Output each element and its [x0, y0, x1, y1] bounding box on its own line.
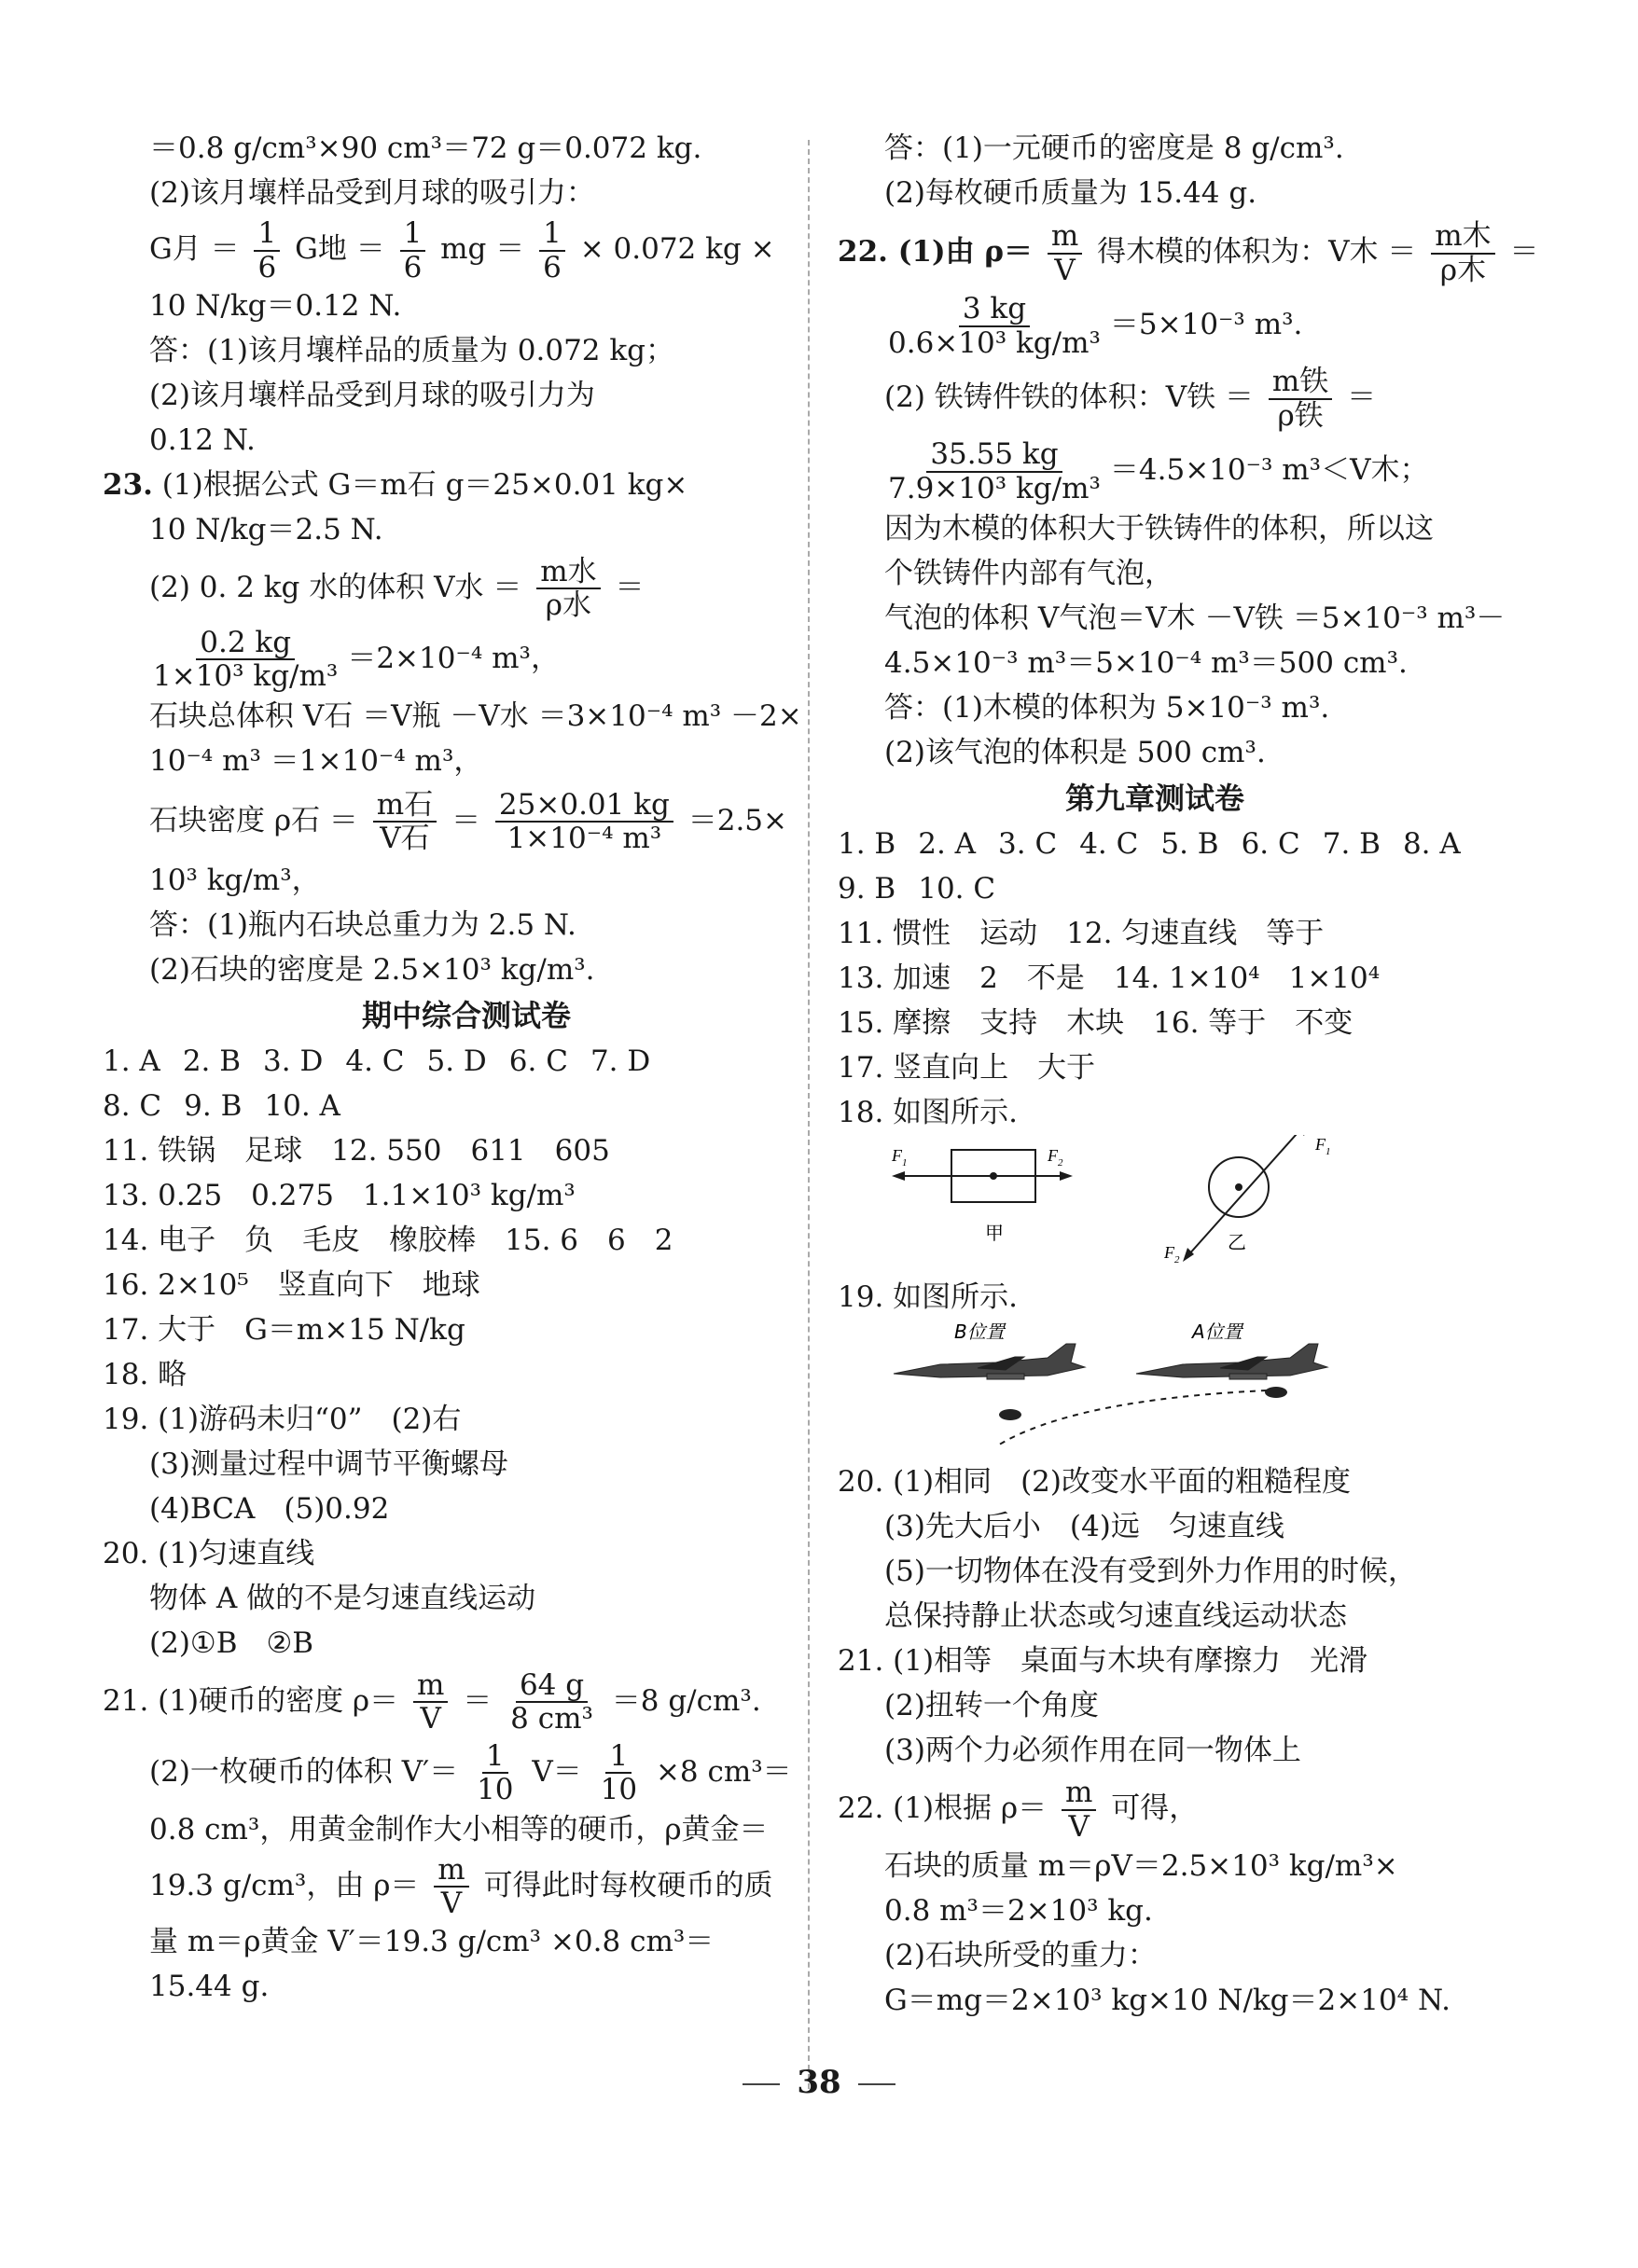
mc-answers-row	[838, 866, 1472, 911]
answer: 10. C	[918, 872, 996, 906]
arrow-left-icon	[892, 1171, 905, 1181]
dash	[743, 2083, 780, 2085]
numerator: 64 g	[516, 1669, 588, 1703]
answer: 8. C	[103, 1088, 162, 1123]
left-column	[103, 126, 802, 2009]
denominator: 6	[257, 250, 277, 284]
text: V＝	[532, 1754, 582, 1789]
denominator: 8 cm³	[510, 1702, 593, 1736]
numerator: 1	[539, 217, 565, 251]
numerator: m木	[1431, 220, 1494, 254]
arrow-up-right-icon	[1298, 1135, 1309, 1136]
answer-line: (4)BCA (5)0.92	[149, 1491, 390, 1526]
fraction	[254, 217, 280, 283]
denominator: 1×10³ kg/m³	[153, 659, 339, 694]
text: 22. (1)根据 ρ＝	[838, 1791, 1048, 1825]
text: ＝2.5×	[687, 803, 787, 837]
fraction	[373, 789, 437, 854]
fraction	[597, 1740, 641, 1805]
text: ＝	[615, 570, 645, 604]
fraction	[495, 789, 673, 854]
text-line: 量 m＝ρ黄金 V′＝19.3 g/cm³ ×0.8 cm³＝	[149, 1925, 715, 1959]
formula-line	[149, 215, 784, 284]
arrow-right-icon	[1060, 1171, 1073, 1181]
numerator: m	[434, 1854, 468, 1888]
fraction	[473, 1740, 517, 1805]
section-title-chapter9: 第九章测试卷	[1064, 781, 1244, 816]
denominator: 0.6×10³ kg/m³	[888, 325, 1101, 360]
numerator: m石	[373, 789, 437, 823]
denominator: V	[1068, 1809, 1090, 1844]
numerator: 1	[605, 1740, 632, 1774]
text: (1)根据公式 G＝m石 g＝25×0.01 kg×	[161, 467, 688, 502]
answer-line: (3)先大后小 (4)远 匀速直线	[884, 1510, 1284, 1543]
text-line: 10 N/kg＝0.12 N.	[149, 288, 402, 323]
formula-line	[103, 1666, 784, 1736]
answer-line: 物体 A 做的不是匀速直线运动	[149, 1581, 536, 1615]
denominator: V	[440, 1887, 463, 1921]
answer: 2. B	[182, 1044, 242, 1078]
answer-line: (2)石块所受的重力：	[884, 1939, 1157, 1972]
numerator: 25×0.01 kg	[495, 789, 673, 823]
object-falling	[999, 1409, 1021, 1420]
text: (2) 铁铸件铁的体积：V铁 ＝	[884, 380, 1255, 414]
answer: 7. B	[1322, 827, 1381, 861]
answer: 6. C	[1241, 827, 1300, 861]
answer-line: (2)①B ②B	[149, 1625, 314, 1660]
plane-diagram	[884, 1316, 1444, 1456]
text-line: 答：(1)该月壤样品的质量为 0.072 kg；	[149, 333, 674, 367]
text: ＝	[1509, 235, 1539, 269]
numerator: 1	[400, 217, 426, 251]
label-position-b: B位置	[954, 1321, 1005, 1343]
plane-b-icon	[894, 1344, 1085, 1379]
answer: 5. D	[426, 1044, 487, 1078]
fraction	[1431, 220, 1494, 285]
text: 可得，	[1111, 1791, 1199, 1825]
text: ＝5×10⁻³ m³.	[1109, 308, 1303, 341]
numerator: m铁	[1269, 366, 1332, 399]
answer: 6. C	[508, 1044, 568, 1078]
answer: 4. C	[345, 1044, 405, 1078]
answer-line: 石块的质量 m＝ρV＝2.5×10³ kg/m³×	[884, 1849, 1398, 1883]
text-line: (2)石块的密度是 2.5×10³ kg/m³.	[149, 952, 595, 987]
fraction	[434, 1854, 468, 1919]
text-line: 0.12 N.	[149, 422, 256, 457]
answer-line: G＝mg＝2×10³ kg×10 N/kg＝2×10⁴ N.	[884, 1984, 1451, 2017]
denominator: 7.9×10³ kg/m³	[888, 471, 1101, 505]
text-line: 4.5×10⁻³ m³＝5×10⁻⁴ m³＝500 cm³.	[884, 646, 1408, 680]
fraction	[539, 217, 565, 283]
denominator: V石	[380, 822, 430, 856]
text-line: ＝0.8 g/cm³×90 cm³＝72 g＝0.072 kg.	[149, 131, 702, 165]
text-line: 15.44 g.	[149, 1970, 270, 2004]
answer-line: 18. 略	[103, 1357, 187, 1391]
answer-line: 11. 铁锅 足球 12. 550 611 605	[103, 1133, 610, 1168]
formula-line	[838, 215, 1539, 288]
numerator: m	[1048, 220, 1082, 254]
text: 石块密度 ρ石 ＝	[149, 803, 358, 837]
text-line: 10 N/kg＝2.5 N.	[149, 512, 383, 546]
denominator: 6	[403, 250, 423, 284]
fraction	[507, 1669, 597, 1735]
text-line: 10⁻⁴ m³ ＝1×10⁻⁴ m³，	[149, 743, 483, 778]
numerator: 35.55 kg	[926, 438, 1062, 472]
denominator: ρ铁	[1277, 398, 1324, 433]
formula-line	[838, 288, 1472, 361]
label-jia: 甲	[985, 1222, 1004, 1244]
denominator: 6	[543, 250, 562, 284]
column-divider	[808, 140, 810, 2089]
trajectory-line	[996, 1390, 1267, 1446]
denominator: 1×10⁻⁴ m³	[507, 822, 662, 856]
numerator: 1	[482, 1740, 508, 1774]
text-line: (2)该气泡的体积是 500 cm³.	[884, 736, 1266, 769]
force-label-f1: $F_1$	[1315, 1135, 1331, 1157]
answer: 3. D	[263, 1044, 324, 1078]
fraction	[400, 217, 426, 283]
text: 得木模的体积为：V木 ＝	[1097, 235, 1417, 269]
right-column	[838, 126, 1539, 2023]
answer-line: 17. 大于 G＝m×15 N/kg	[103, 1312, 465, 1347]
text-line: 10³ kg/m³，	[149, 863, 321, 897]
figure-19	[838, 1320, 1472, 1459]
fraction	[536, 556, 600, 621]
numerator: 3 kg	[959, 293, 1030, 326]
text-line: 石块总体积 V石 ＝V瓶 －V水 ＝3×10⁻⁴ m³ －2×	[149, 698, 802, 733]
answer-line: 总保持静止状态或匀速直线运动状态	[884, 1599, 1347, 1633]
figure-18	[838, 1135, 1472, 1275]
fraction	[1062, 1777, 1096, 1842]
answer-line: 13. 加速 2 不是 14. 1×10⁴ 1×10⁴	[838, 961, 1381, 995]
answer-line: 17. 竖直向上 大于	[838, 1051, 1096, 1085]
force-label-f2: $F_2$	[1048, 1146, 1063, 1169]
formula-line	[838, 434, 1472, 506]
mc-answers-row	[103, 1039, 784, 1084]
answer: 3. C	[998, 827, 1058, 861]
answer: 9. B	[838, 872, 896, 906]
text-line: (2)该月壤样品受到月球的吸引力为	[149, 378, 595, 412]
text-line: 因为木模的体积大于铁铸件的体积，所以这	[884, 512, 1434, 546]
text: mg ＝	[440, 232, 525, 266]
answer: 8. A	[1402, 827, 1461, 861]
answer: 4. C	[1079, 827, 1139, 861]
fraction	[413, 1669, 448, 1735]
answer: 5. B	[1160, 827, 1219, 861]
formula-line	[149, 1852, 784, 1920]
denominator: V	[420, 1702, 441, 1736]
question-23-line	[103, 463, 784, 507]
text: (2)一枚硬币的体积 V′＝	[149, 1754, 459, 1789]
formula-line	[838, 361, 1472, 434]
center-point	[1235, 1183, 1242, 1191]
denominator: ρ水	[545, 588, 592, 623]
answer-line: 15. 摩擦 支持 木块 16. 等于 不变	[838, 1006, 1353, 1040]
force-label-f1: $F_1$	[892, 1146, 908, 1169]
mc-answers-row	[838, 822, 1472, 866]
answer-line: 21. (1)相等 桌面与木块有摩擦力 光滑	[838, 1644, 1368, 1678]
text-line: (2)每枚硬币质量为 15.44 g.	[884, 176, 1257, 210]
formula-line	[149, 552, 784, 623]
text: (2) 0. 2 kg 水的体积 V水 ＝	[149, 570, 522, 604]
answer: 1. A	[103, 1044, 160, 1078]
text: ＝4.5×10⁻³ m³＜V木；	[1109, 453, 1429, 487]
answer: 1. B	[838, 827, 896, 861]
text-line: 答：(1)瓶内石块总重力为 2.5 N.	[149, 907, 576, 942]
page-number	[0, 2064, 1638, 2101]
answer: 2. A	[918, 827, 977, 861]
numerator: 0.2 kg	[196, 627, 295, 660]
text: ＝	[1347, 380, 1377, 414]
answer-line: 0.8 m³＝2×10³ kg.	[884, 1894, 1153, 1928]
formula-line	[838, 1773, 1472, 1844]
numerator: 1	[254, 217, 280, 251]
answer-line: 20. (1)相同 (2)改变水平面的粗糙程度	[838, 1465, 1351, 1499]
text: ＝8 g/cm³.	[611, 1683, 761, 1718]
fraction	[884, 438, 1104, 504]
fraction	[1048, 220, 1082, 285]
plane-a-icon	[1136, 1344, 1327, 1379]
formula-line	[149, 1736, 792, 1807]
fraction	[1269, 366, 1332, 431]
text: 19.3 g/cm³，由 ρ＝	[149, 1868, 420, 1902]
numerator: m	[1062, 1777, 1096, 1810]
mc-answers-row	[103, 1084, 784, 1128]
formula-line	[149, 783, 787, 858]
text-line: 个铁铸件内部有气泡，	[884, 557, 1173, 590]
text-line: 答：(1)木模的体积为 5×10⁻³ m³.	[884, 691, 1330, 725]
text: 21. (1)硬币的密度 ρ＝	[103, 1683, 399, 1718]
denominator: V	[1054, 253, 1076, 287]
question-number: 23.	[103, 467, 153, 502]
answer-line: 19. (1)游码未归“0” (2)右	[103, 1402, 462, 1436]
answer-line: (2)扭转一个角度	[884, 1689, 1099, 1722]
answer: 9. B	[184, 1088, 243, 1123]
text: 可得此时每枚硬币的质	[483, 1868, 773, 1902]
text: ＝	[451, 803, 481, 837]
answer-line: 20. (1)匀速直线	[103, 1536, 315, 1570]
numerator: m	[413, 1669, 448, 1703]
text-line: 0.8 cm³，用黄金制作大小相等的硬币，ρ黄金＝	[149, 1812, 769, 1846]
center-point	[990, 1172, 997, 1180]
text: ＝2×10⁻⁴ m³，	[347, 641, 560, 675]
answer-line: (5)一切物体在没有受到外力作用的时候，	[884, 1555, 1417, 1588]
answer-line: 13. 0.25 0.275 1.1×10³ kg/m³	[103, 1178, 576, 1212]
answer-line: 18. 如图所示.	[838, 1096, 1019, 1129]
text: G月 ＝	[149, 232, 240, 266]
text: × 0.072 kg ×	[579, 232, 775, 266]
fraction	[149, 627, 341, 692]
text: G地 ＝	[295, 232, 385, 266]
denominator: 10	[477, 1773, 514, 1807]
answer: 10. A	[264, 1088, 340, 1123]
formula-line	[149, 623, 784, 694]
answer-line: 16. 2×10⁵ 竖直向下 地球	[103, 1267, 480, 1302]
answer-line: 14. 电子 负 毛皮 橡胶棒 15. 6 6 2	[103, 1223, 673, 1257]
label-position-a: A位置	[1192, 1321, 1242, 1343]
numerator: m水	[536, 556, 600, 589]
answer-line: 11. 惯性 运动 12. 匀速直线 等于	[838, 917, 1325, 950]
text-line: 答：(1)一元硬币的密度是 8 g/cm³.	[884, 131, 1344, 165]
object-at-a	[1265, 1387, 1287, 1398]
text-line: 气泡的体积 V气泡＝V木 －V铁 ＝5×10⁻³ m³－	[884, 602, 1506, 635]
text: 22. (1)由 ρ＝	[838, 235, 1034, 269]
text-line: (2)该月壤样品受到月球的吸引力：	[149, 176, 595, 210]
page-number-text: 38	[797, 2064, 841, 2101]
fraction	[884, 293, 1104, 358]
denominator: 10	[600, 1773, 638, 1807]
force-diagram	[884, 1135, 1463, 1275]
denominator: ρ木	[1439, 253, 1487, 287]
text: ＝	[463, 1683, 493, 1718]
dash	[858, 2083, 895, 2085]
answer-line: (3)两个力必须作用在同一物体上	[884, 1734, 1301, 1767]
section-title-midterm: 期中综合测试卷	[361, 997, 571, 1033]
text: ×8 cm³＝	[655, 1754, 792, 1789]
answer-line: (3)测量过程中调节平衡螺母	[149, 1446, 508, 1481]
answer: 7. D	[590, 1044, 651, 1078]
answer-line: 19. 如图所示.	[838, 1280, 1019, 1314]
label-yi: 乙	[1228, 1231, 1246, 1253]
force-label-f2: $F_2$	[1164, 1243, 1180, 1265]
